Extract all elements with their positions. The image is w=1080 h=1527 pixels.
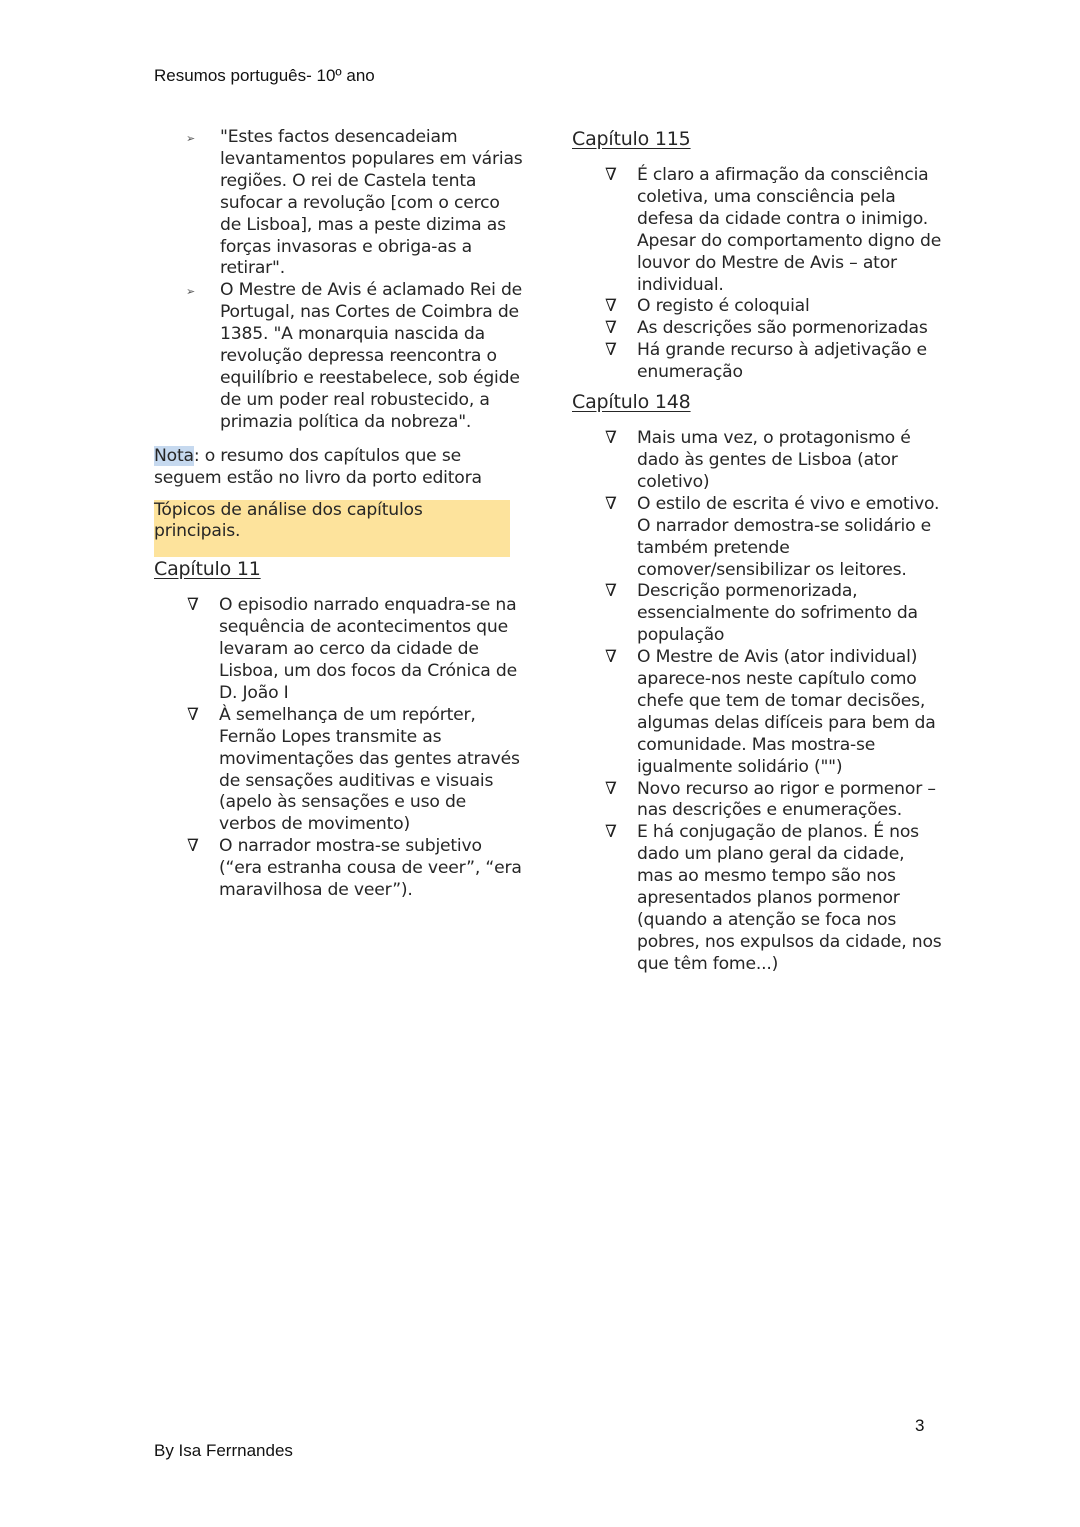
list-item-text: Mais uma vez, o protagonismo é dado às gentes de Lisboa (ator coletivo) [637,428,911,492]
list-item [154,127,524,280]
triangle-bullet-icon: ∇ [605,581,617,602]
list-item-text: O Mestre de Avis é aclamado Rei de Portugal, nas Cortes de Coimbra de 1385. "A monarquia nascida da revolução depressa reencontra o equilíbrio e reestabelece, sob égide de um poder real robustecido, a primazia política da nobreza". [220,280,523,432]
list-item [572,822,942,975]
list-item-text: O episodio narrado enquadra-se na sequência de acontecimentos que levaram ao cerco da cidade de Lisboa, um dos focos da Crónica de D. João I [219,595,517,703]
list-item [572,165,942,296]
note-label: Nota [154,445,194,466]
arrow-bullet-icon: ➢ [186,132,196,145]
list-item [572,779,942,823]
triangle-bullet-icon: ∇ [187,704,199,725]
list-item-text: O registo é coloquial [637,296,810,317]
list-item-text: À semelhança de um repórter, Fernão Lopes transmite as movimentações das gentes através de sensações auditivas e visuais (apelo às sensações e uso de verbos de movimento) [219,704,520,835]
list-item [154,595,524,705]
list-item [572,340,942,384]
triangle-bullet-icon: ∇ [187,595,199,616]
page-number: 3 [915,1416,925,1435]
triangle-bullet-icon: ∇ [605,318,617,339]
note-paragraph [154,446,524,490]
highlighted-topic-heading: Tópicos de análise dos capítulos principais. [154,500,510,558]
chapter-115-heading: Capítulo 115 [572,128,691,150]
list-item [154,836,524,902]
triangle-bullet-icon: ∇ [605,296,617,317]
right-column [572,127,942,976]
triangle-bullet-icon: ∇ [605,822,617,843]
list-item-text: E há conjugação de planos. É nos dado um plano geral da cidade, mas ao mesmo tempo são nos apresentados planos pormenor (quando a atenção se foca nos pobres, nos expulsos da cidade, nos que têm fome...) [637,822,942,974]
page-header: Resumos português- 10º ano [154,66,375,85]
list-item-text: É claro a afirmação da consciência coletiva, uma consciência pela defesa da cidade contra o inimigo. Apesar do comportamento digno de louvor do Mestre de Avis – ator individual. [637,165,942,295]
note-text: : o resumo dos capítulos que se seguem estão no livro da porto editora [154,445,482,488]
triangle-bullet-icon: ∇ [605,165,617,185]
triangle-bullet-icon: ∇ [605,647,617,668]
list-item [572,318,942,340]
list-item [572,296,942,318]
list-item [572,581,942,647]
list-item-text: "Estes factos desencadeiam levantamentos populares em várias regiões. O rei de Castela tenta sufocar a revolução [com o cerco de Lisboa], mas a peste dizima as forças invasoras e obriga-as a retirar". [220,127,523,279]
triangle-bullet-icon: ∇ [605,493,617,514]
list-item [572,647,942,778]
list-item [154,280,524,433]
chapter-11-heading: Capítulo 11 [154,558,261,581]
list-item-text: O estilo de escrita é vivo e emotivo. O narrador demostra-se solidário e também pretende comover/sensibilizar os leitores. [637,493,940,580]
chapter-115-bullet-list [572,165,942,384]
triangle-bullet-icon: ∇ [187,836,199,857]
list-item-text: Há grande recurso à adjetivação e enumeração [637,340,927,383]
chapter-148-heading: Capítulo 148 [572,391,691,414]
list-item-text: O Mestre de Avis (ator individual) aparece-nos neste capítulo como chefe que tem de tomar decisões, algumas delas difíceis para bem da comunidade. Mas mostra-se igualmente solidário ("") [637,647,936,777]
triangle-bullet-icon: ∇ [605,778,617,799]
list-item [572,428,942,494]
arrow-bullet-icon: ➢ [186,285,196,299]
list-item-text: Novo recurso ao rigor e pormenor – nas descrições e enumerações. [637,778,936,821]
list-item [154,705,524,836]
chapter-11-bullet-list [154,595,524,902]
list-item [572,494,942,582]
triangle-bullet-icon: ∇ [605,340,617,361]
left-column [154,127,524,902]
list-item-text: Descrição pormenorizada, essencialmente do sofrimento da população [637,581,918,646]
chapter-148-bullet-list [572,428,942,976]
intro-bullet-list [154,127,524,434]
page-footer-author: By Isa Ferrnandes [154,1441,293,1460]
list-item-text: As descrições são pormenorizadas [637,318,928,339]
triangle-bullet-icon: ∇ [605,428,617,449]
list-item-text: O narrador mostra-se subjetivo (“era estranha cousa de veer”, “era maravilhosa de veer”). [219,836,522,901]
